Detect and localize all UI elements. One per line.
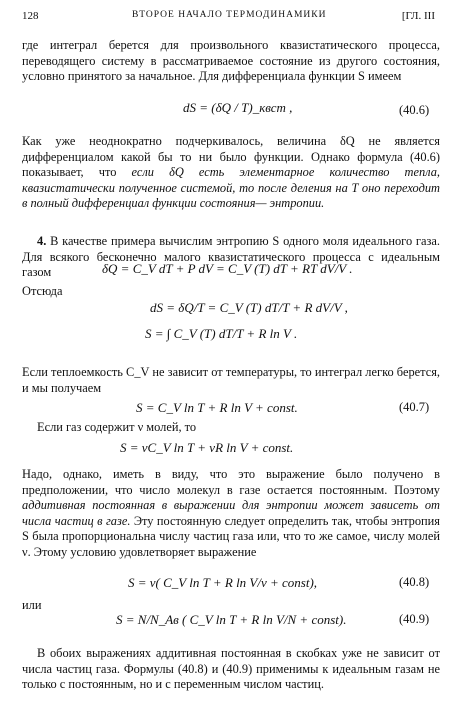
equation-number-40-9: (40.9) — [399, 612, 430, 626]
running-title: ВТОРОЕ НАЧАЛО ТЕРМОДИНАМИКИ — [132, 10, 327, 20]
paragraph-example-text: В качестве примера вычислим энтропию S одного моля идеального газа. Для всякого бесконечно малого квазистатического процесса с идеальным газом — [22, 234, 440, 279]
equation-number-40-8: (40.8) — [399, 575, 430, 589]
paragraph-conclusion: В обоих выражениях аддитивная постоянная в скобках уже не зависит от числа частиц газа. Формулы (40.8) и (40.9) применимы к идеальным газам не только с постоянным, но и с переменным числом частиц. — [22, 646, 440, 691]
paragraph-differential — [22, 134, 440, 212]
equation-number-40-7: (40.7) — [399, 400, 430, 414]
equation-40-7: S = C_V ln T + R ln V + const. — [136, 400, 298, 415]
label-or: или — [22, 598, 42, 612]
chapter-label: [ГЛ. III — [401, 10, 435, 22]
paragraph-moles: Если газ содержит ν молей, то — [37, 420, 197, 434]
example-number: 4. — [37, 234, 47, 248]
equation-s-integral: S = ∫ C_V (T) dT/T + R ln V . — [145, 326, 298, 341]
paragraph-differential-text: Как уже неоднократно подчеркивалось, величина δQ не является дифференциалом какой бы то ни было функции. Однако формула (40.6) показывает, что — [22, 134, 440, 179]
equation-nu-moles: S = νC_V ln T + νR ln V + const. — [120, 440, 294, 455]
paragraph-intro: где интеграл берется для произвольного квазистатического процесса, переводящего систему в рассматриваемое состояние из другого состояния, условно принятого за начальное. Для дифференциала функции S имеем — [22, 38, 440, 83]
equation-number-40-6: (40.6) — [399, 103, 430, 117]
running-header — [22, 10, 435, 26]
paragraph-differential-italic: если δQ есть элементарное количество тепла, квазистатически полученное системой, то после деления на T оно переходит в полный дифференциал функции состояния— энтропии. — [22, 165, 440, 210]
paragraph-heat-capacity: Если теплоемкость C_V не зависит от температуры, то интеграл легко берется, и мы получаем — [22, 365, 440, 395]
paragraph-additive-text-2: Эту постоянную следует определить так, чтобы энтропия S была пропорциональна числу частиц газа или, что то же самое, числу молей ν. Этому условию удовлетворяет выражение — [22, 513, 440, 559]
page-number: 128 — [22, 10, 39, 22]
equation-40-9: S = N/N_Ав ( C_V ln T + R ln V/N + const). — [116, 612, 347, 627]
equation-40-8: S = ν( C_V ln T + R ln V/ν + const), — [128, 575, 318, 590]
equation-heat: δQ = C_V dT + P dV = C_V (T) dT + RT dV/V . — [102, 261, 353, 276]
label-hence: Отсюда — [22, 284, 63, 298]
equation-40-6: dS = (δQ / T)_квст , — [183, 100, 293, 115]
paragraph-additive-italic: аддитивная постоянная в выражении для энтропии может зависеть от числа частиц в газе. — [22, 498, 440, 528]
equation-ds: dS = δQ/T = C_V (T) dT/T + R dV/V , — [150, 300, 348, 315]
paragraph-additive-text-1: Надо, однако, иметь в виду, что это выражение было получено в предположении, что число молекул в газе остается постоянным. Поэтому — [22, 467, 440, 497]
paragraph-additive — [22, 467, 440, 560]
